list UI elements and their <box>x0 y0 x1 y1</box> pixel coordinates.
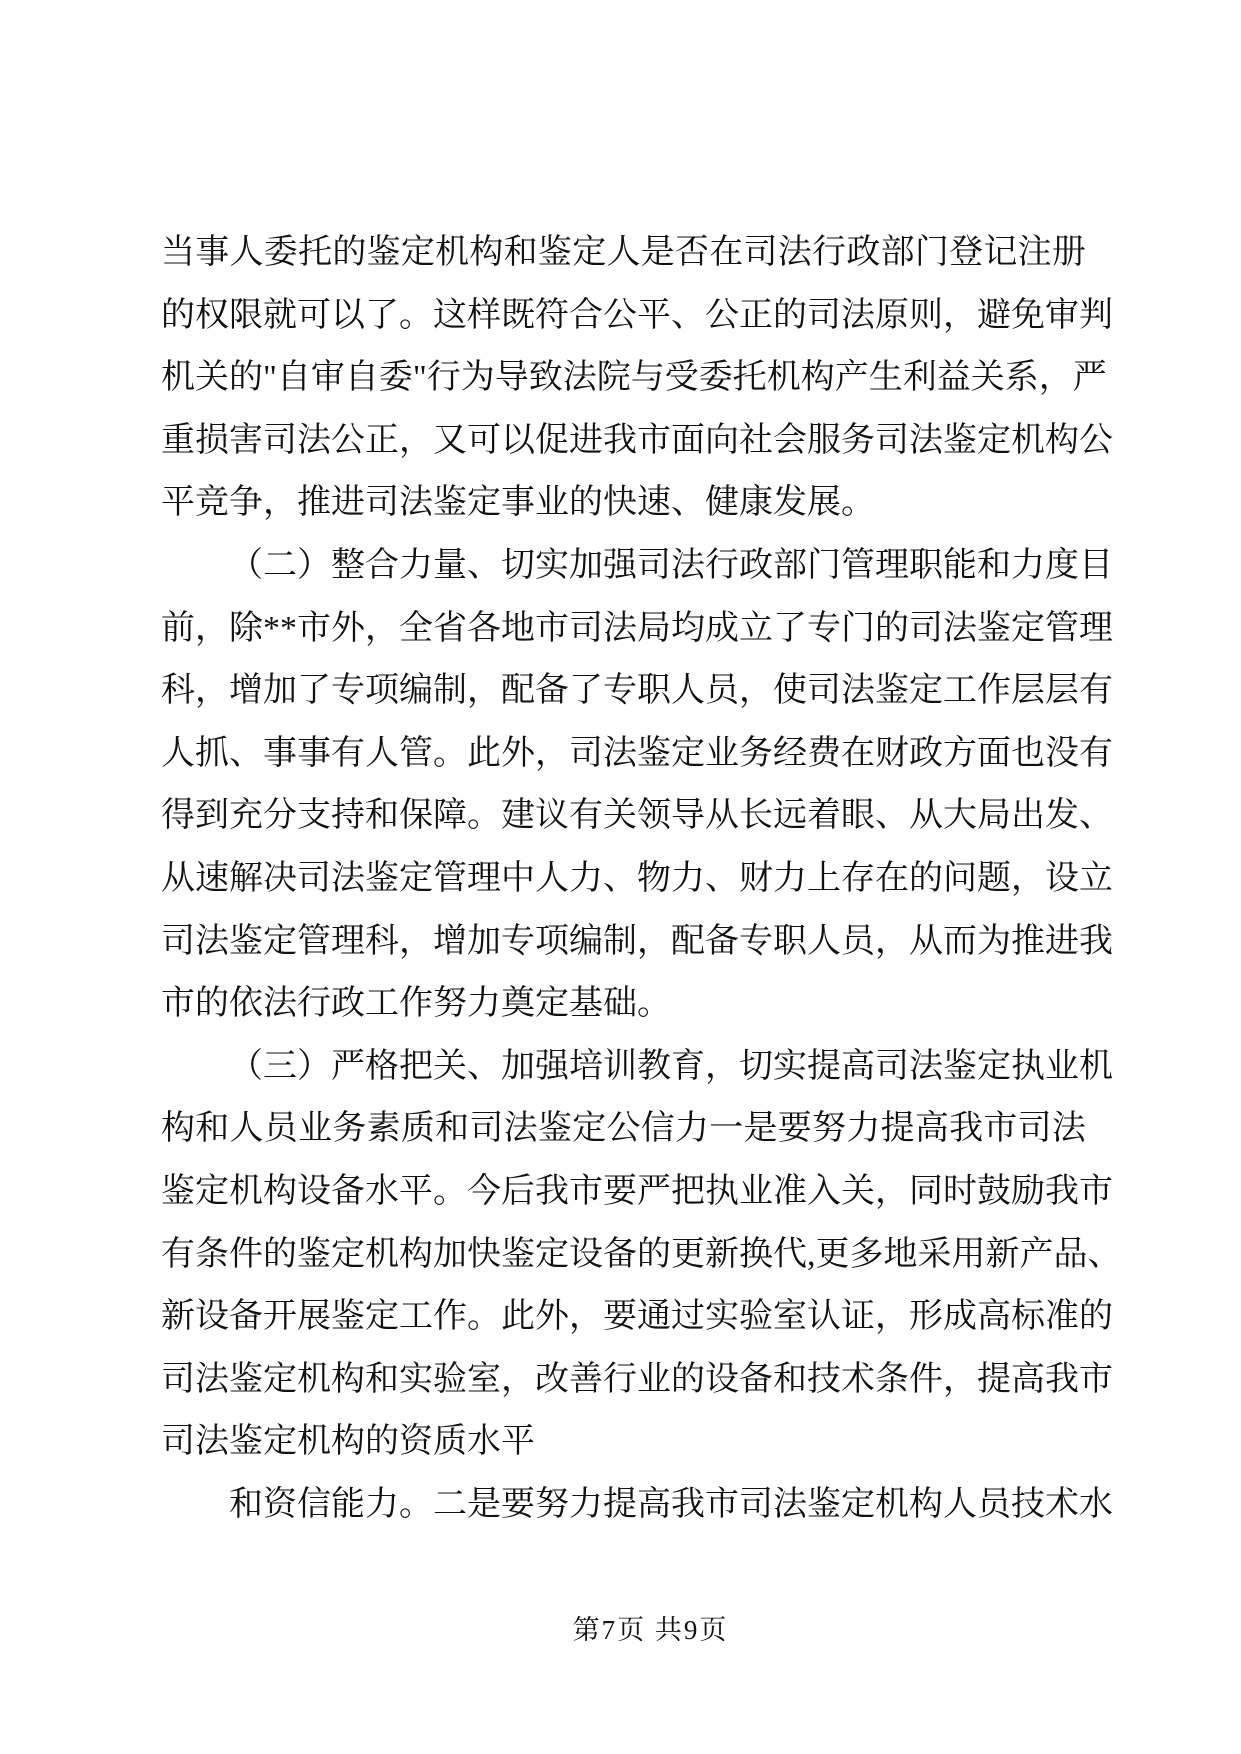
document-body <box>161 222 1122 1536</box>
text-line: 得 到 充 分 支 持 和 保 障 。 建 议 有 关 领 导 从 长 远 着 眼 、 从 大 局 出 发 、 <box>161 797 1113 835</box>
page-number-text: 第7页 共9页 <box>572 1615 729 1645</box>
text-line: （ 三 ） 严 格 把 关 、 加 强 培 训 教 育 ， 切 实 提 高 司 法 鉴 定 执 业 机 <box>229 1047 1113 1085</box>
text-line: 平竞争，推进司法鉴定事业的快速、健康发展。 <box>161 484 875 522</box>
text-line: 有 条 件 的 鉴 定 机 构 加 快 鉴 定 设 备 的 更 新 换 代 , 更 多 地 采 用 新 产 品 、 <box>161 1235 1122 1273</box>
text-line: 的 权 限 就 可 以 了 。 这 样 既 符 合 公 平 、 公 正 的 司 法 原 则 ， 避 免 审 判 <box>161 296 1113 334</box>
text-line: 司法鉴定机构的资质水平 <box>161 1423 535 1461</box>
text-line: （ 二 ） 整 合 力 量 、 切 实 加 强 司 法 行 政 部 门 管 理 职 能 和 力 度 目 <box>229 546 1113 584</box>
text-line: 新 设 备 开 展 鉴 定 工 作 。 此 外 ， 要 通 过 实 验 室 认 证 ， 形 成 高 标 准 的 <box>161 1298 1113 1336</box>
text-line: 前 ， 除 * * 市 外 ， 全 省 各 地 市 司 法 局 均 成 立 了 专 门 的 司 法 鉴 定 管 理 <box>161 609 1113 647</box>
text-line: 市的依法行政工作努力奠定基础。 <box>161 985 671 1023</box>
text-line: 从 速 解 决 司 法 鉴 定 管 理 中 人 力 、 物 力 、 财 力 上 存 在 的 问 题 ， 设 立 <box>161 859 1113 897</box>
text-line: 和 资 信 能 力 。 二 是 要 努 力 提 高 我 市 司 法 鉴 定 机 构 人 员 技 术 水 <box>229 1485 1113 1523</box>
text-line: 当 事 人 委 托 的 鉴 定 机 构 和 鉴 定 人 是 否 在 司 法 行 政 部 门 登 记 注 册 <box>161 234 1086 271</box>
text-line: 机 关 的 " 自 审 自 委 " 行 为 导 致 法 院 与 受 委 托 机 构 产 生 利 益 关 系 ， 严 <box>161 359 1107 397</box>
text-line: 构 和 人 员 业 务 素 质 和 司 法 鉴 定 公 信 力 一 是 要 努 力 提 高 我 市 司 法 <box>161 1110 1086 1148</box>
text-line: 重 损 害 司 法 公 正 ， 又 可 以 促 进 我 市 面 向 社 会 服 务 司 法 鉴 定 机 构 公 <box>161 421 1113 459</box>
text-line: 鉴 定 机 构 设 备 水 平 。 今 后 我 市 要 严 把 执 业 准 入 关 ， 同 时 鼓 励 我 市 <box>161 1172 1113 1210</box>
text-line: 司 法 鉴 定 机 构 和 实 验 室 ， 改 善 行 业 的 设 备 和 技 术 条 件 ， 提 高 我 市 <box>161 1360 1113 1398</box>
text-line: 科 ， 增 加 了 专 项 编 制 ， 配 备 了 专 职 人 员 ， 使 司 法 鉴 定 工 作 层 层 有 <box>161 672 1113 710</box>
page-footer <box>30 1612 1241 1648</box>
text-line: 人 抓 、 事 事 有 人 管 。 此 外 ， 司 法 鉴 定 业 务 经 费 在 财 政 方 面 也 没 有 <box>161 734 1113 772</box>
text-line: 司 法 鉴 定 管 理 科 ， 增 加 专 项 编 制 ， 配 备 专 职 人 员 ， 从 而 为 推 进 我 <box>161 922 1113 960</box>
